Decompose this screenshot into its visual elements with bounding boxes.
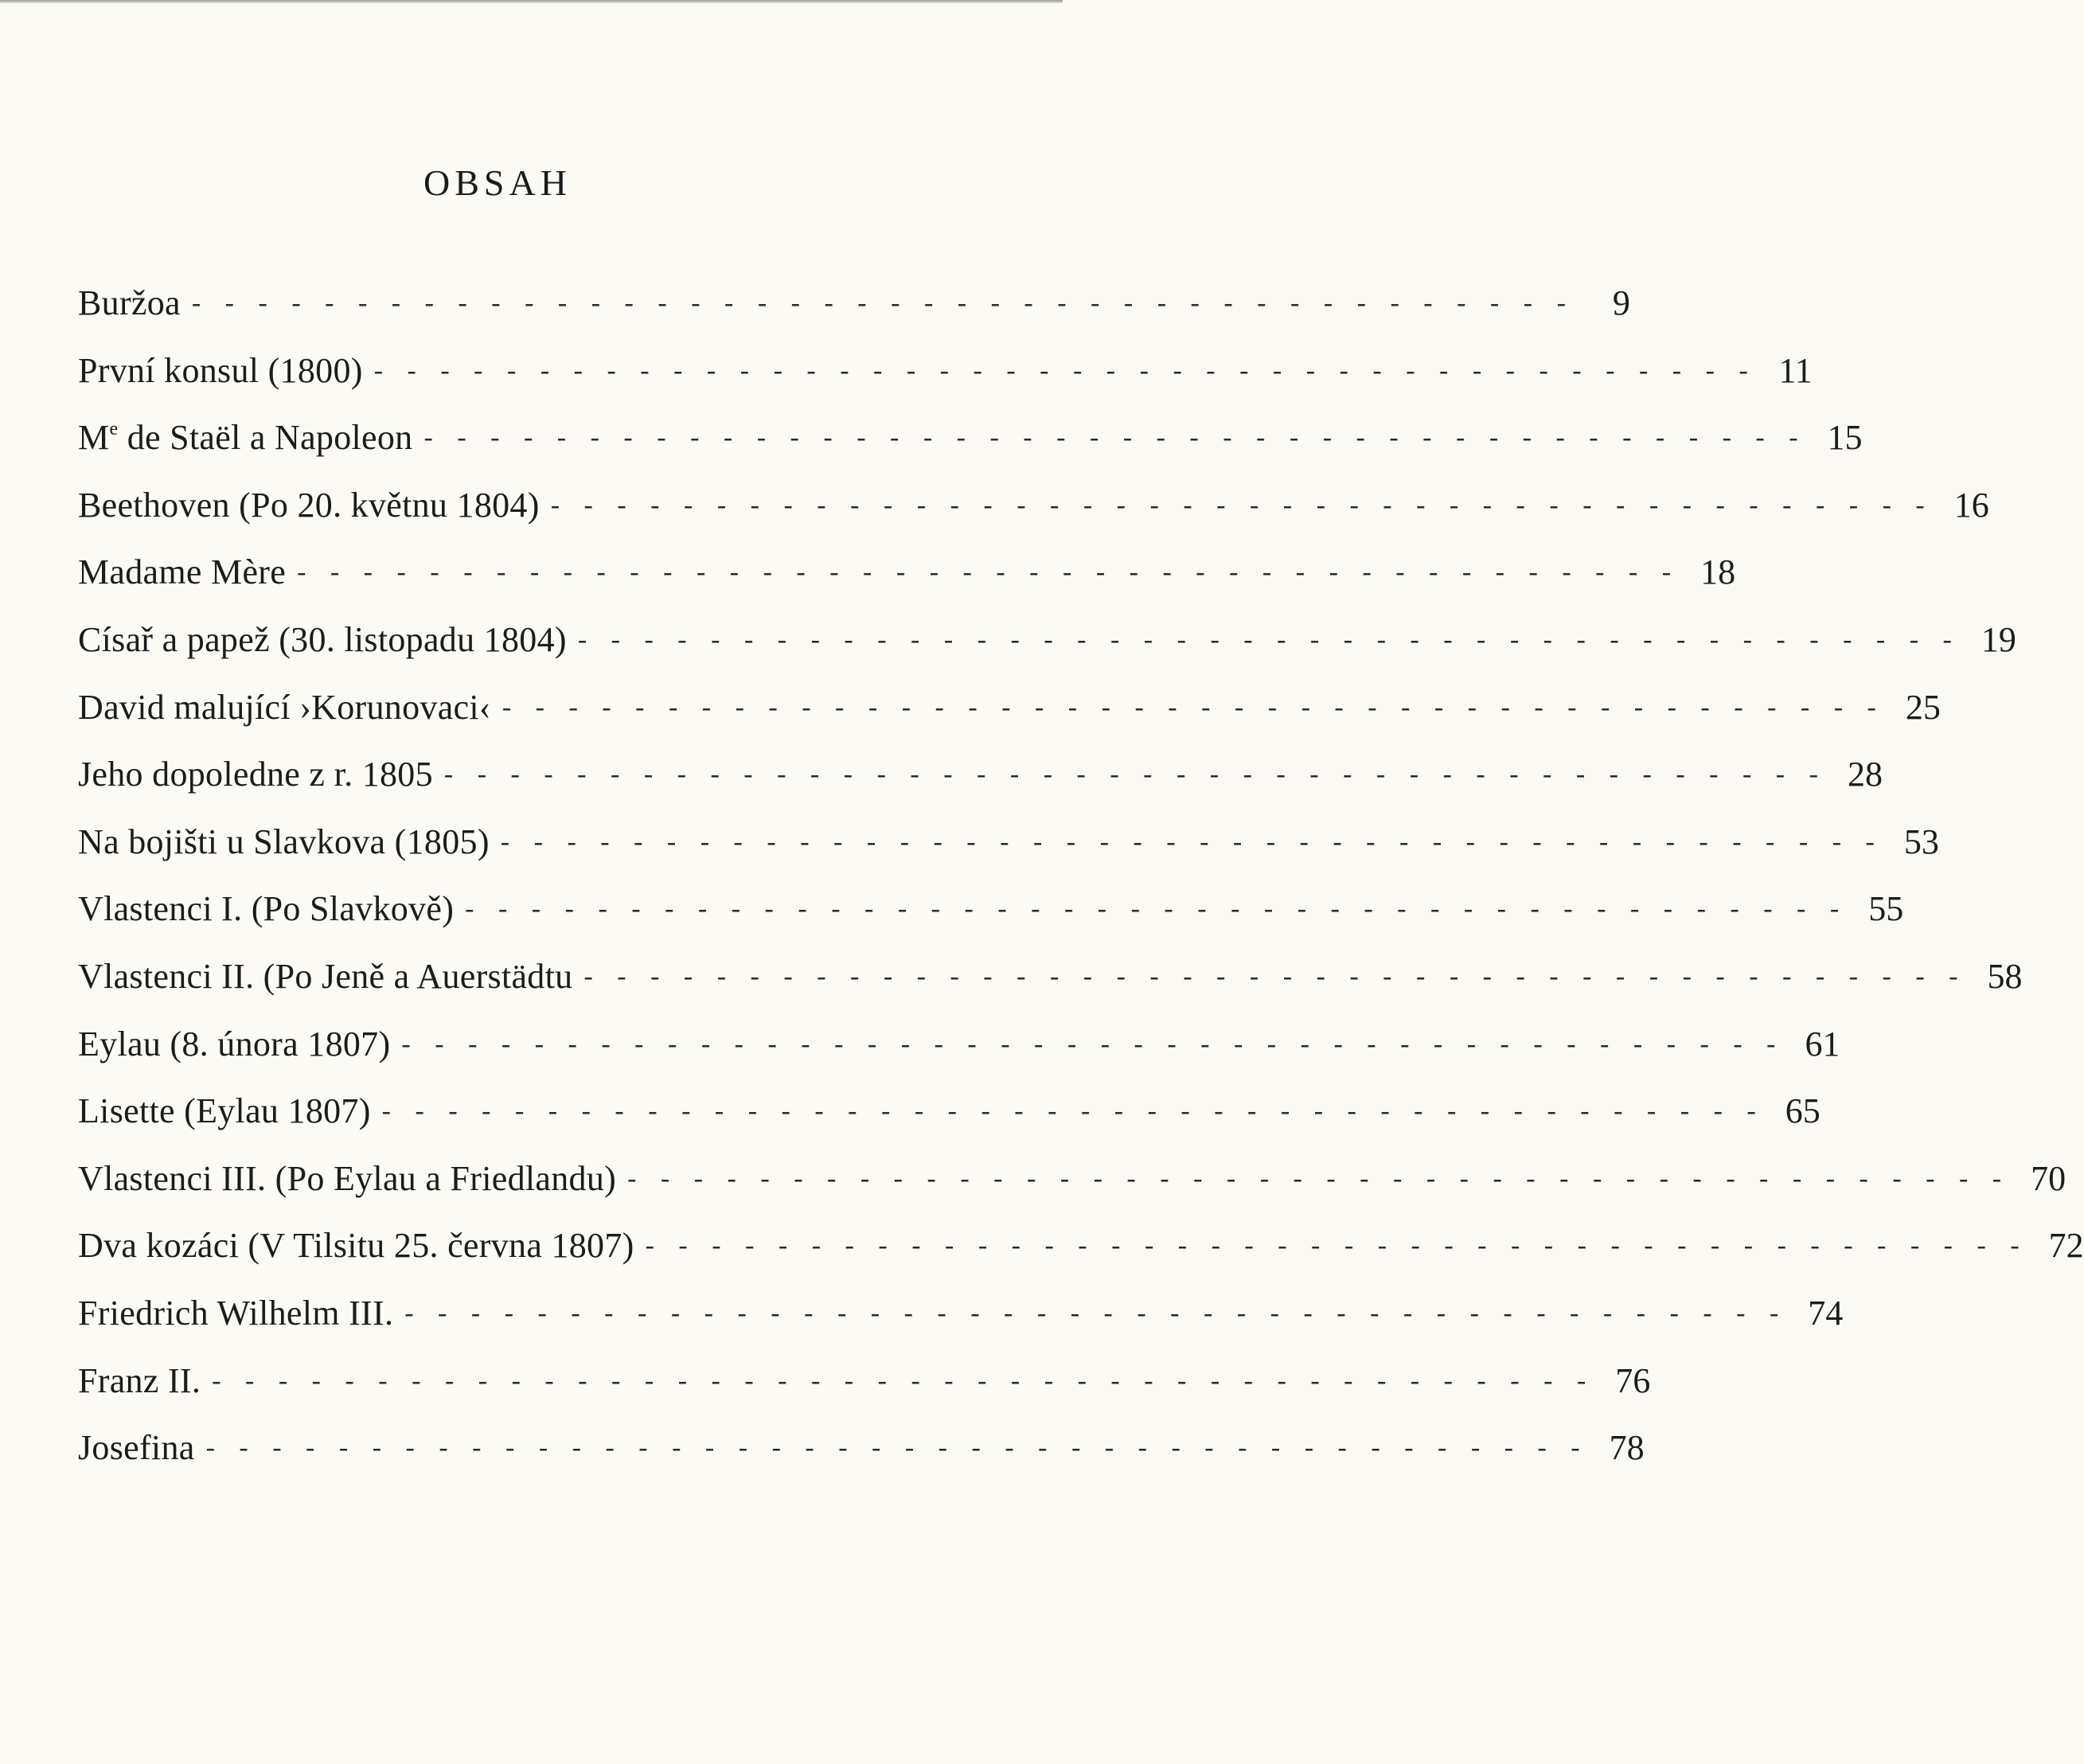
toc-entry-title bbox=[78, 417, 424, 458]
toc-leader-dots: - - - - - - - - - - - - - - - - - - - - - - - - - - - - - - - - - - - - - - - - - - bbox=[583, 961, 1967, 991]
toc-entry bbox=[78, 1091, 1821, 1158]
table-of-contents bbox=[78, 283, 2084, 1495]
toc-entry-title: Friedrich Wilhelm III. bbox=[78, 1293, 394, 1333]
toc-page-number: 74 bbox=[1808, 1293, 1844, 1333]
toc-entry bbox=[78, 1225, 2084, 1293]
toc-entry-title: Josefina bbox=[78, 1428, 195, 1468]
toc-page-number: 58 bbox=[1987, 956, 2023, 996]
toc-entry-title: Vlastenci III. (Po Eylau a Friedlandu) bbox=[78, 1158, 617, 1198]
toc-page-number: 18 bbox=[1700, 552, 1736, 592]
toc-leader-dots: - - - - - - - - - - - - - - - - - - - - - - - - - - - - - - - - - - - - - - - - - - bbox=[297, 557, 1680, 587]
toc-entry bbox=[78, 1293, 1844, 1360]
toc-page-number: 9 bbox=[1612, 283, 1630, 322]
toc-entry-title: Dva kozáci (V Tilsitu 25. června 1807) bbox=[78, 1226, 634, 1266]
toc-page-number: 70 bbox=[2031, 1158, 2066, 1198]
toc-entry bbox=[78, 619, 2016, 687]
toc-entry bbox=[78, 1427, 1645, 1495]
toc-entry bbox=[78, 485, 1989, 552]
toc-entry-title: První konsul (1800) bbox=[78, 350, 363, 390]
toc-page-number: 16 bbox=[1953, 485, 1989, 525]
page-title: OBSAH bbox=[423, 162, 572, 203]
toc-leader-dots: - - - - - - - - - - - - - - - - - - - - - - - - - - - - - - - - - - - - - - - - - - bbox=[191, 288, 1575, 318]
toc-leader-dots: - - - - - - - - - - - - - - - - - - - - - - - - - - - - - - - - - - - - - - - - - - bbox=[404, 1298, 1788, 1328]
toc-leader-dots: - - - - - - - - - - - - - - - - - - - - - - - - - - - - - - - - - - - - - - - - - - bbox=[205, 1433, 1589, 1463]
toc-page-number: 72 bbox=[2048, 1226, 2084, 1266]
toc-entry bbox=[78, 350, 1813, 418]
toc-entry-title-superscript: e bbox=[109, 419, 119, 440]
toc-entry bbox=[78, 888, 1904, 956]
toc-page-number: 25 bbox=[1905, 687, 1941, 727]
toc-entry-title: Na bojišti u Slavkova (1805) bbox=[78, 822, 490, 861]
toc-entry bbox=[78, 1360, 1651, 1428]
toc-entry-title: Císař a papež (30. listopadu 1804) bbox=[78, 619, 567, 659]
toc-leader-dots: - - - - - - - - - - - - - - - - - - - - - - - - - - - - - - - - - - - - - - - - - - bbox=[443, 759, 1827, 790]
toc-leader-dots: - - - - - - - - - - - - - - - - - - - - - - - - - - - - - - - - - - - - - - - - - - bbox=[423, 423, 1807, 453]
toc-entry bbox=[78, 552, 1736, 619]
toc-page-number: 61 bbox=[1805, 1024, 1840, 1063]
toc-entry bbox=[78, 1158, 2066, 1226]
toc-leader-dots: - - - - - - - - - - - - - - - - - - - - - - - - - - - - - - - - - - - - - - - - - - bbox=[373, 355, 1757, 385]
toc-leader-dots: - - - - - - - - - - - - - - - - - - - - - - - - - - - - - - - - - - - - - - - - - - bbox=[627, 1163, 2011, 1193]
toc-leader-dots: - - - - - - - - - - - - - - - - - - - - - - - - - - - - - - - - - - - - - - - - - - bbox=[212, 1365, 1595, 1395]
toc-entry bbox=[78, 822, 1939, 889]
toc-entry-title: Beethoven (Po 20. květnu 1804) bbox=[78, 485, 540, 525]
toc-entry-title-prefix: M bbox=[78, 418, 110, 458]
toc-page-number: 65 bbox=[1785, 1091, 1821, 1131]
toc-entry-title: Buržoa bbox=[78, 283, 181, 322]
toc-page-number: 55 bbox=[1868, 889, 1904, 929]
toc-entry bbox=[78, 754, 1883, 822]
toc-entry bbox=[78, 283, 1630, 350]
top-edge-rule bbox=[0, 0, 1063, 3]
toc-entry-title-rest: de Staël a Napoleon bbox=[118, 418, 413, 458]
toc-entry-title: Madame Mère bbox=[78, 552, 287, 592]
toc-page-number: 11 bbox=[1778, 350, 1813, 390]
toc-page-number: 19 bbox=[1981, 619, 2016, 659]
toc-leader-dots: - - - - - - - - - - - - - - - - - - - - - - - - - - - - - - - - - - - - - - - - - - bbox=[577, 624, 1961, 654]
toc-page-number: 53 bbox=[1903, 822, 1939, 861]
toc-entry-title: Jeho dopoledne z r. 1805 bbox=[78, 755, 433, 794]
toc-entry bbox=[78, 687, 1941, 755]
toc-page-number: 78 bbox=[1609, 1428, 1645, 1468]
toc-entry bbox=[78, 417, 1863, 485]
toc-entry bbox=[78, 1024, 1840, 1091]
toc-leader-dots: - - - - - - - - - - - - - - - - - - - - - - - - - - - - - - - - - - - - - - - - - - bbox=[401, 1028, 1785, 1059]
toc-entry-title: Vlastenci I. (Po Slavkově) bbox=[78, 889, 455, 929]
toc-leader-dots: - - - - - - - - - - - - - - - - - - - - - - - - - - - - - - - - - - - - - - - - - - bbox=[500, 826, 1883, 857]
toc-page-number: 15 bbox=[1827, 418, 1863, 458]
toc-leader-dots: - - - - - - - - - - - - - - - - - - - - - - - - - - - - - - - - - - - - - - - - - - bbox=[381, 1096, 1765, 1126]
toc-entry bbox=[78, 956, 2023, 1024]
toc-entry-title: Eylau (8. února 1807) bbox=[78, 1024, 391, 1063]
toc-leader-dots: - - - - - - - - - - - - - - - - - - - - - - - - - - - - - - - - - - - - - - - - - - bbox=[501, 692, 1885, 722]
toc-page-number: 76 bbox=[1615, 1360, 1651, 1400]
toc-entry-title: David malující ›Korunovaci‹ bbox=[78, 687, 491, 727]
toc-entry-title: Vlastenci II. (Po Jeně a Auerstädtu bbox=[78, 956, 573, 996]
toc-leader-dots: - - - - - - - - - - - - - - - - - - - - - - - - - - - - - - - - - - - - - - - - - - bbox=[465, 894, 1848, 924]
toc-entry-title: Lisette (Eylau 1807) bbox=[78, 1091, 371, 1131]
toc-leader-dots: - - - - - - - - - - - - - - - - - - - - - - - - - - - - - - - - - - - - - - - - - - bbox=[645, 1231, 2028, 1261]
toc-leader-dots: - - - - - - - - - - - - - - - - - - - - - - - - - - - - - - - - - - - - - - - - - - bbox=[550, 490, 1934, 520]
toc-page-number: 28 bbox=[1847, 755, 1883, 794]
toc-entry-title: Franz II. bbox=[78, 1360, 201, 1400]
